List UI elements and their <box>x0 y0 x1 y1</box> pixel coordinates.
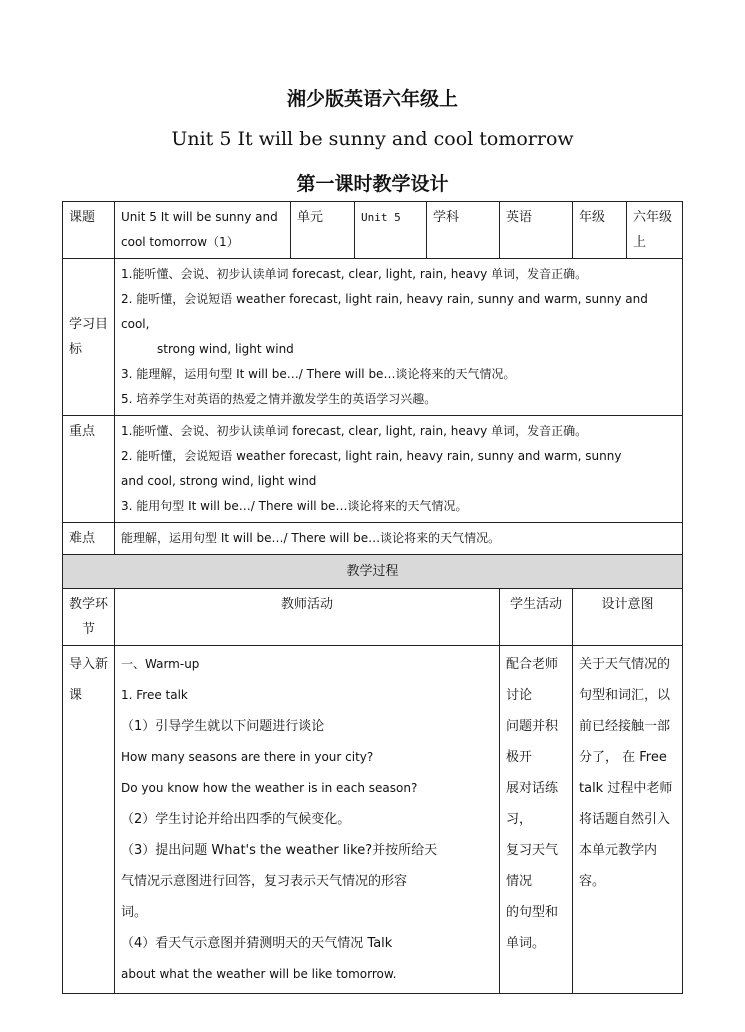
process-columns-row <box>63 589 683 646</box>
key-point-item: 3. 能用句型 It will be…/ There will be…谈论将来的天气情况。 <box>121 499 468 513</box>
intent-line: talk 过程中老师 <box>579 781 673 796</box>
student-line: 配合老师讨论 <box>506 657 559 703</box>
teacher-line: （1）引导学生就以下问题进行谈论 <box>121 719 325 734</box>
student-line: 的句型和单词。 <box>506 905 559 951</box>
objective-item: 1.能听懂、会说、初步认读单词 forecast, clear, light, rain, heavy 单词，发音正确。 <box>121 267 588 281</box>
info-row <box>63 202 683 259</box>
lesson-subtitle: 第一课时教学设计 <box>296 173 449 195</box>
key-points-label: 重点 <box>63 416 115 523</box>
column-student: 学生活动 <box>500 589 573 646</box>
teacher-activity <box>115 646 500 994</box>
key-points-content <box>115 416 683 523</box>
objectives-row <box>63 259 683 416</box>
unit-value: Unit 5 <box>355 202 427 259</box>
intent-line: 关于天气情况的 <box>579 657 671 672</box>
objective-item: 5. 培养学生对英语的热爱之情并激发学生的英语学习兴趣。 <box>121 392 437 406</box>
teacher-line: 词。 <box>121 905 148 920</box>
difficulty-row <box>63 523 683 555</box>
key-point-item: and cool, strong wind, light wind <box>121 474 317 488</box>
teacher-line: 一、Warm-up <box>121 657 200 671</box>
process-heading-row <box>63 555 683 589</box>
grade-label: 年级 <box>573 202 627 259</box>
intent-line: 将话题自然引入 <box>579 812 671 827</box>
topic-label: 课题 <box>63 202 115 259</box>
intent-line: 前已经接触一部 <box>579 719 671 734</box>
intent-line: 分了， 在 Free <box>579 750 667 765</box>
unit-title: Unit 5 It will be sunny and cool tomorrow <box>171 128 574 150</box>
objectives-content <box>115 259 683 416</box>
student-line: 问题并积极开 <box>506 719 559 765</box>
objective-item: strong wind, light wind <box>157 342 294 356</box>
grade-value: 六年级上 <box>627 202 683 259</box>
process-heading: 教学过程 <box>63 555 683 589</box>
subject-label: 学科 <box>427 202 500 259</box>
document-title: 湘少版英语六年级上 <box>286 88 458 110</box>
subject-value: 英语 <box>500 202 573 259</box>
objective-item: 3. 能理解，运用句型 It will be…/ There will be…谈论将来的天气情况。 <box>121 367 516 381</box>
key-point-item: 2. 能听懂，会说短语 weather forecast, light rain, heavy rain, sunny and warm, sunny <box>121 449 622 463</box>
teacher-line: Do you know how the weather is in each season? <box>121 781 418 795</box>
student-activity <box>500 646 573 994</box>
unit-label: 单元 <box>291 202 355 259</box>
column-teacher: 教师活动 <box>115 589 500 646</box>
teacher-line: 1. Free talk <box>121 688 188 702</box>
intent-line: 句型和词汇，以 <box>579 688 671 703</box>
difficulty-label: 难点 <box>63 523 115 555</box>
column-intent: 设计意图 <box>573 589 683 646</box>
key-points-row <box>63 416 683 523</box>
teacher-line: 气情况示意图进行回答，复习表示天气情况的形容 <box>121 874 408 889</box>
process-body-row <box>63 646 683 994</box>
teacher-line: about what the weather will be like tomorrow. <box>121 967 397 981</box>
difficulty-content: 能理解，运用句型 It will be…/ There will be…谈论将来的天气情况。 <box>115 523 683 555</box>
column-stage: 教学环节 <box>63 589 115 646</box>
lesson-plan-table <box>62 201 683 994</box>
teacher-line: （4）看天气示意图并猜测明天的天气情况 Talk <box>121 936 393 951</box>
stage-cell: 导入新课 <box>63 646 115 994</box>
student-line: 复习天气情况 <box>506 843 559 889</box>
student-line: 展对话练习， <box>506 781 559 827</box>
key-point-item: 1.能听懂、会说、初步认读单词 forecast, clear, light, rain, heavy 单词，发音正确。 <box>121 424 588 438</box>
design-intent <box>573 646 683 994</box>
topic-value: Unit 5 It will be sunny and cool tomorrow（1） <box>115 202 291 259</box>
teacher-line: （2）学生讨论并给出四季的气候变化。 <box>121 812 351 827</box>
teacher-line: （3）提出问题 What's the weather like?并按所给天 <box>121 843 438 858</box>
intent-line: 本单元教学内容。 <box>579 843 658 889</box>
teacher-line: How many seasons are there in your city? <box>121 750 374 764</box>
objective-item: 2. 能听懂，会说短语 weather forecast, light rain, heavy rain, sunny and warm, sunny and cool, <box>121 292 648 331</box>
objectives-label: 学习目标 <box>63 259 115 416</box>
